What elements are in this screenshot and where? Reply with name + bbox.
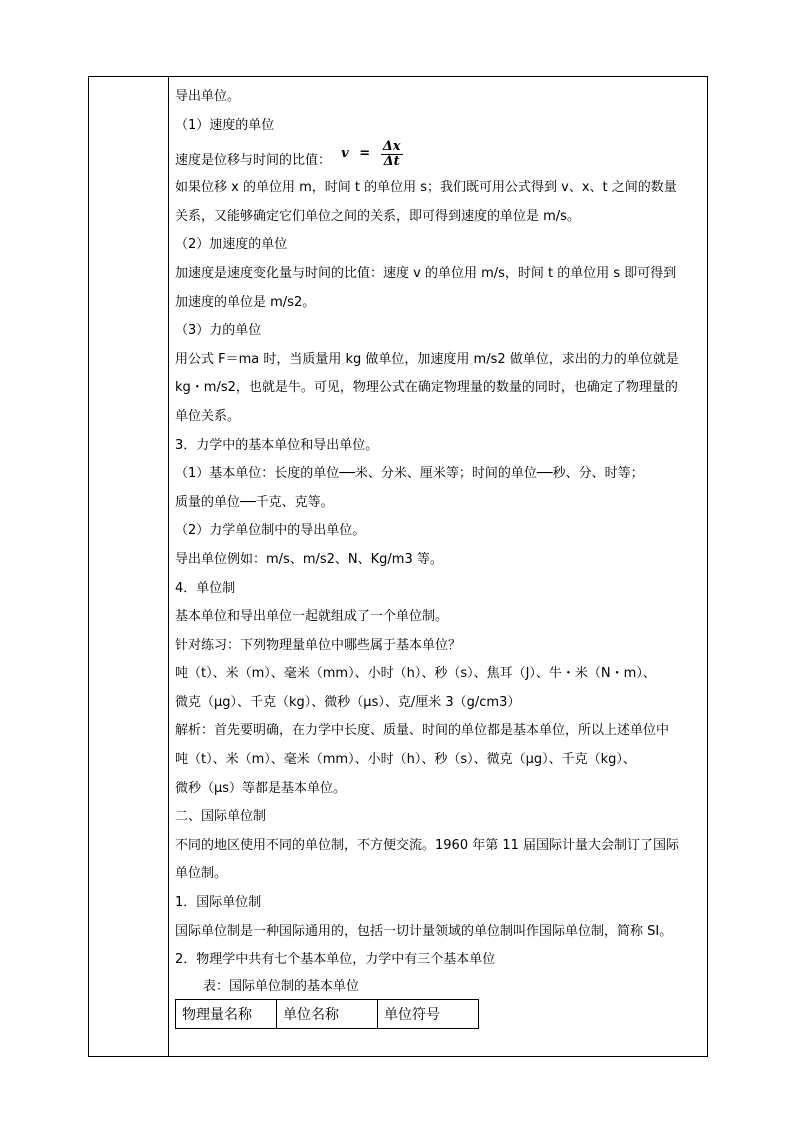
text-line: 单位关系。 [175, 408, 241, 424]
text-line: 1．国际单位制 [175, 895, 262, 911]
formula-lhs: v [341, 146, 349, 162]
text-line: 导出单位。 [175, 89, 241, 104]
text-line: 单位制。 [175, 866, 228, 882]
text-line: （1）速度的单位 [175, 117, 275, 133]
text-line: 针对练习：下列物理量单位中哪些属于基本单位？ [175, 637, 462, 653]
base-units-table [175, 999, 479, 1029]
table-header-row [176, 999, 479, 1028]
column-divider [168, 77, 169, 1056]
table-header-cell: 单位名称 [277, 999, 378, 1028]
text-line: 微秒（μs）等都是基本单位。 [175, 780, 347, 796]
formula-denominator: Δt [383, 153, 400, 169]
velocity-formula [341, 140, 402, 174]
text-line: 不同的地区使用不同的单位制，不方便交流。1960 年第 11 届国际计量大会制订了国际 [175, 837, 680, 853]
text-line: （2）加速度的单位 [175, 237, 288, 253]
text-line: 4．单位制 [175, 580, 236, 596]
formula-fraction [381, 140, 403, 169]
text-line: 吨（t）、米（m）、毫米（mm）、小时（h）、秒（s）、焦耳（J）、牛・米（N・m）、 [175, 666, 656, 682]
text-line: 加速度的单位是 m/s2。 [175, 294, 316, 310]
formula-equals: = [359, 146, 371, 162]
text-line: （2）力学单位制中的导出单位。 [175, 523, 366, 539]
outer-table [88, 76, 708, 1057]
text-line: （1）基本单位：长度的单位──米、分米、厘米等；时间的单位──秒、分、时等； [175, 466, 644, 482]
text-line: 关系，又能够确定它们单位之间的关系，即可得到速度的单位是 m/s。 [175, 208, 580, 224]
text-line: 导出单位例如：m/s、m/s2、N、Kg/m3 等。 [175, 551, 443, 567]
table-header-cell: 物理量名称 [176, 999, 277, 1028]
text-line: 加速度是速度变化量与时间的比值：速度 v 的单位用 m/s，时间 t 的单位用 s 即可得到 [175, 265, 677, 281]
text-line: 如果位移 x 的单位用 m，时间 t 的单位用 s；我们既可用公式得到 v、x、t 之间的数量 [175, 180, 677, 196]
table-header-cell: 单位符号 [378, 999, 479, 1028]
text-line: 3．力学中的基本单位和导出单位。 [175, 437, 379, 453]
formula-numerator: Δx [382, 140, 401, 154]
text-line: 2．物理学中共有七个基本单位，力学中有三个基本单位 [175, 952, 496, 968]
text-line: 基本单位和导出单位一起就组成了一个单位制。 [175, 609, 449, 625]
text-line: 用公式 F＝ma 时，当质量用 kg 做单位，加速度用 m/s2 做单位，求出的力的单位就是 [175, 351, 679, 367]
content-cell [175, 83, 703, 1029]
text-line: 解析：首先要明确，在力学中长度、质量、时间的单位都是基本单位，所以上述单位中 [175, 723, 670, 739]
text-line: 吨（t）、米（m）、毫米（mm）、小时（h）、秒（s）、微克（μg）、千克（kg）、 [175, 752, 636, 768]
table-caption: 表：国际单位制的基本单位 [203, 978, 360, 994]
text-line: 微克（μg）、千克（kg）、微秒（μs）、克/厘米 3（g/cm3） [175, 694, 521, 710]
text-line: 质量的单位──千克、克等。 [175, 494, 334, 510]
text-line: 国际单位制是一种国际通用的，包括一切计量领域的单位制叫作国际单位制，简称 SI。 [175, 923, 673, 939]
formula-intro: 速度是位移与时间的比值： [175, 152, 332, 168]
text-line: （3）力的单位 [175, 323, 262, 339]
section-heading: 二、国际单位制 [175, 809, 267, 825]
text-line-with-formula [175, 140, 703, 174]
text-line: kg・m/s2，也就是牛。可见，物理公式在确定物理量的数量的同时，也确定了物理量的 [175, 380, 678, 396]
